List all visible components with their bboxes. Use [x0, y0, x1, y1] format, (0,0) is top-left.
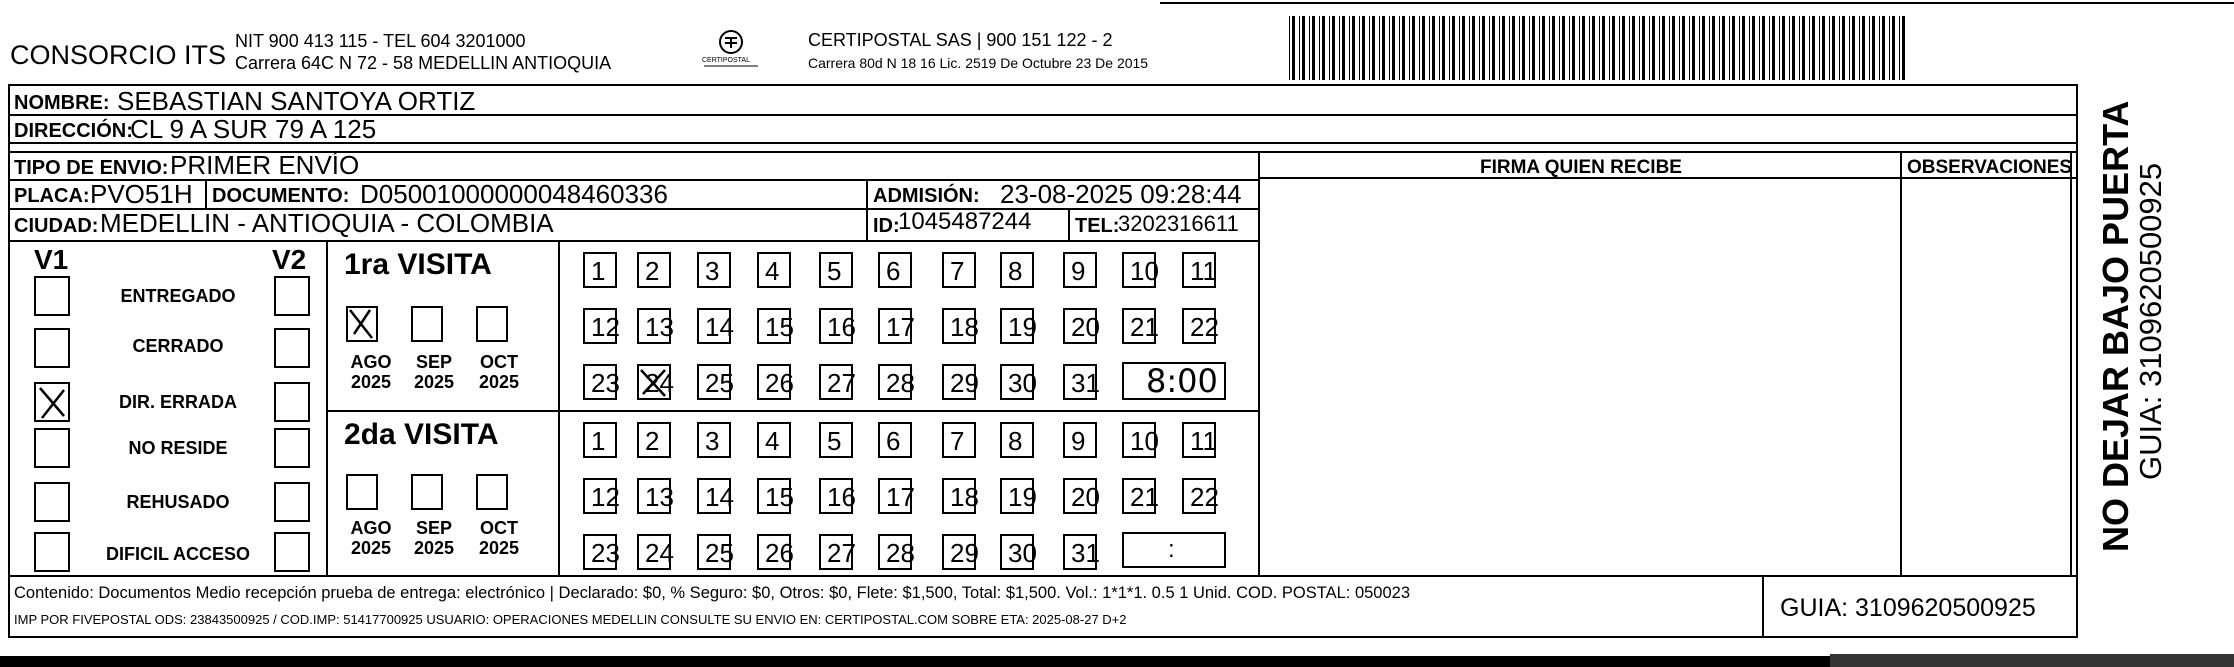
- visit2-day-2[interactable]: 2: [637, 422, 671, 458]
- barcode-bar: [1632, 16, 1635, 80]
- barcode-bar: [1529, 16, 1530, 80]
- tipo-value: PRIMER ENVÍO: [170, 150, 360, 180]
- visit1-day-18[interactable]: 18: [942, 308, 976, 344]
- visit2-day-25[interactable]: 25: [697, 534, 731, 570]
- visit1-day-14[interactable]: 14: [697, 308, 731, 344]
- visit1-day-24[interactable]: 24: [637, 364, 671, 400]
- barcode-bar: [1479, 16, 1480, 80]
- barcode-bar: [1542, 16, 1545, 80]
- barcode-bar: [1682, 16, 1685, 80]
- license-line: Carrera 80d N 18 16 Lic. 2519 De Octubre 23 De 2015: [808, 55, 1149, 71]
- visit1-day-23[interactable]: 23: [583, 364, 617, 400]
- barcode-bar: [1799, 16, 1800, 80]
- v2-checkbox-entregado[interactable]: [274, 276, 310, 316]
- footer-guia: GUIA: 3109620500925: [1780, 594, 2036, 622]
- visit2-day-24[interactable]: 24: [637, 534, 671, 570]
- v2-checkbox-dificil-acceso[interactable]: [274, 532, 310, 572]
- barcode-bar: [1389, 16, 1390, 80]
- visit1-time-box[interactable]: [1122, 362, 1226, 400]
- v1-checkbox-no-reside[interactable]: [34, 428, 70, 468]
- barcode-bar: [1829, 16, 1830, 80]
- visit2-title: 2da VISITA: [344, 418, 499, 451]
- visit2-month-oct: OCT 2025: [478, 518, 520, 558]
- footer-line1: Contenido: Documentos Medio recepción prueba de entrega: electrónico | Declarado: $0, % Seguro: $0, Otros: $0, Flete: $1,500, Total: $1,500. Vol.: 1*1*1. 0.5 1 Unid. COD. POSTAL: 050023: [14, 584, 1411, 602]
- handwritten-x-mark-icon: [34, 382, 70, 422]
- visit1-month-oct-checkbox[interactable]: [476, 306, 508, 342]
- visit1-day-30[interactable]: 30: [1000, 364, 1034, 400]
- visit1-month-sep: SEP 2025: [413, 352, 455, 392]
- v2-checkbox-rehusado[interactable]: [274, 482, 310, 522]
- barcode-bar: [1349, 16, 1350, 80]
- barcode-bar: [1779, 16, 1780, 80]
- barcode-bar: [1712, 16, 1715, 80]
- visit1-day-25[interactable]: 25: [697, 364, 731, 400]
- visit1-day-2[interactable]: 2: [637, 252, 671, 288]
- visit2-day-3[interactable]: 3: [697, 422, 731, 458]
- admision-label: ADMISIÓN:: [873, 185, 980, 207]
- barcode-bar: [1832, 16, 1835, 80]
- barcode-bar: [1649, 16, 1650, 80]
- barcode-bar: [1402, 16, 1405, 80]
- barcode-bar: [1359, 16, 1360, 80]
- barcode-bar: [1592, 16, 1595, 80]
- bottom-grey-band: [1830, 654, 2234, 667]
- visit1-day-9[interactable]: 9: [1063, 252, 1097, 288]
- barcode-bar: [1589, 16, 1590, 80]
- barcode-bar: [1382, 16, 1385, 80]
- visit2-day-28[interactable]: 28: [878, 534, 912, 570]
- visit1-day-26[interactable]: 26: [757, 364, 791, 400]
- visit2-day-16[interactable]: 16: [819, 478, 853, 514]
- v1-checkbox-rehusado[interactable]: [34, 482, 70, 522]
- ciudad-value: MEDELLIN - ANTIOQUIA - COLOMBIA: [100, 208, 554, 238]
- barcode-bar: [1562, 16, 1565, 80]
- barcode-bar: [1289, 16, 1290, 80]
- visit2-day-4[interactable]: 4: [757, 422, 791, 458]
- direccion-value: CL 9 A SUR 79 A 125: [130, 114, 377, 144]
- barcode-bar: [1812, 16, 1815, 80]
- barcode-bar: [1439, 16, 1440, 80]
- visit2-month-ago: AGO 2025: [350, 518, 392, 558]
- barcode-bar: [1642, 16, 1645, 80]
- visit1-day-11[interactable]: 11: [1182, 252, 1216, 288]
- barcode-bar: [1312, 16, 1315, 80]
- documento-label: DOCUMENTO:: [212, 185, 350, 207]
- barcode-bar: [1739, 16, 1740, 80]
- barcode-bar: [1369, 16, 1370, 80]
- visit1-time: 8:00: [1146, 362, 1218, 400]
- visit2-day-21[interactable]: 21: [1122, 478, 1156, 514]
- barcode-bar: [1879, 16, 1880, 80]
- tel-value: 3202316611: [1118, 211, 1239, 236]
- ciudad-label: CIUDAD:: [14, 215, 99, 237]
- barcode-bar: [1759, 16, 1760, 80]
- visit1-day-17[interactable]: 17: [878, 308, 912, 344]
- visit1-day-21[interactable]: 21: [1122, 308, 1156, 344]
- company-name: CONSORCIO ITS: [10, 40, 227, 70]
- visit1-day-12[interactable]: 12: [583, 308, 617, 344]
- top-rule: [1160, 2, 2234, 4]
- barcode-bar: [1752, 16, 1755, 80]
- visit1-day-16[interactable]: 16: [819, 308, 853, 344]
- barcode-bar: [1692, 16, 1695, 80]
- v1-checkbox-dir-errada[interactable]: [34, 382, 70, 422]
- visit2-time-box[interactable]: [1122, 532, 1226, 568]
- visit1-day-28[interactable]: 28: [878, 364, 912, 400]
- barcode-bar: [1482, 16, 1485, 80]
- barcode-bar: [1559, 16, 1560, 80]
- barcode-bar: [1409, 16, 1410, 80]
- visit2-day-18[interactable]: 18: [942, 478, 976, 514]
- tipo-label: TIPO DE ENVIO:: [14, 157, 169, 179]
- barcode-bar: [1762, 16, 1765, 80]
- barcode-bar: [1539, 16, 1540, 80]
- barcode-bar: [1859, 16, 1860, 80]
- barcode-bar: [1472, 16, 1475, 80]
- barcode-bar: [1292, 16, 1295, 80]
- barcode-bar: [1329, 16, 1330, 80]
- visit2-day-20[interactable]: 20: [1063, 478, 1097, 514]
- footer-line2: IMP POR FIVEPOSTAL ODS: 23843500925 / COD.IMP: 51417700925 USUARIO: OPERACIONES MEDELLIN CONSULTE SU ENVIO EN: CERTIPOSTAL.COM SOBRE ETA: 2025-08-27 D+2: [14, 612, 1127, 627]
- certipostal-line: CERTIPOSTAL SAS | 900 151 122 - 2: [808, 30, 1113, 50]
- firma-header: FIRMA QUIEN RECIBE: [1480, 157, 1682, 178]
- v1-checkbox-dificil-acceso[interactable]: [34, 532, 70, 572]
- id-label: ID:: [873, 215, 900, 237]
- barcode-bar: [1579, 16, 1580, 80]
- visit2-month-oct-checkbox[interactable]: [476, 474, 508, 510]
- admision-value: 23-08-2025 09:28:44: [1000, 179, 1242, 209]
- barcode-bar: [1732, 16, 1735, 80]
- visit1-day-10[interactable]: 10: [1122, 252, 1156, 288]
- visit1-day-31[interactable]: 31: [1063, 364, 1097, 400]
- barcode-bar: [1742, 16, 1745, 80]
- barcode-bar: [1372, 16, 1375, 80]
- visit1-day-22[interactable]: 22: [1182, 308, 1216, 344]
- visit1-day-3[interactable]: 3: [697, 252, 731, 288]
- visit2-day-26[interactable]: 26: [757, 534, 791, 570]
- observaciones-header: OBSERVACIONES: [1907, 157, 2073, 178]
- visit1-month-ago: AGO 2025: [350, 352, 392, 392]
- barcode-bar: [1749, 16, 1750, 80]
- visit1-day-6[interactable]: 6: [878, 252, 912, 288]
- visit2-day-14[interactable]: 14: [697, 478, 731, 514]
- barcode-bar: [1782, 16, 1785, 80]
- barcode-bar: [1422, 16, 1425, 80]
- visit1-day-13[interactable]: 13: [637, 308, 671, 344]
- visit2-month-ago-checkbox[interactable]: [346, 474, 378, 510]
- barcode-bar: [1722, 16, 1725, 80]
- barcode-bar: [1519, 16, 1520, 80]
- v1-label: V1: [34, 244, 69, 275]
- visit1-month-ago-checkbox[interactable]: [346, 306, 378, 342]
- visit1-day-8[interactable]: 8: [1000, 252, 1034, 288]
- barcode-bar: [1869, 16, 1870, 80]
- barcode-bar: [1702, 16, 1705, 80]
- v2-checkbox-dir-errada[interactable]: [274, 382, 310, 422]
- v1-checkbox-cerrado[interactable]: [34, 328, 70, 368]
- barcode-bar: [1419, 16, 1420, 80]
- barcode-bar: [1899, 16, 1900, 80]
- barcode-bar: [1302, 16, 1305, 80]
- barcode-bar: [1769, 16, 1770, 80]
- side-guia: GUIA: 3109620500925: [2133, 162, 2168, 480]
- certipostal-logo-icon: [700, 28, 762, 72]
- visit2-day-19[interactable]: 19: [1000, 478, 1034, 514]
- barcode-bar: [1602, 16, 1605, 80]
- barcode-bar: [1709, 16, 1710, 80]
- barcode-bar: [1449, 16, 1450, 80]
- barcode-bar: [1392, 16, 1395, 80]
- barcode-bar: [1459, 16, 1460, 80]
- barcode-bar: [1662, 16, 1665, 80]
- barcode-bar: [1572, 16, 1575, 80]
- barcode-bar: [1549, 16, 1550, 80]
- barcode-bar: [1552, 16, 1555, 80]
- barcode: [1287, 16, 1907, 80]
- barcode-bar: [1399, 16, 1400, 80]
- status-entregado: ENTREGADO: [120, 286, 236, 306]
- v2-checkbox-no-reside[interactable]: [274, 428, 310, 468]
- visit2-day-15[interactable]: 15: [757, 478, 791, 514]
- barcode-bar: [1442, 16, 1445, 80]
- direccion-label: DIRECCIÓN:: [14, 120, 133, 142]
- barcode-bar: [1679, 16, 1680, 80]
- barcode-bar: [1582, 16, 1585, 80]
- visit2-month-sep: SEP 2025: [413, 518, 455, 558]
- status-cerrado: CERRADO: [132, 336, 224, 356]
- barcode-bar: [1522, 16, 1525, 80]
- barcode-bar: [1339, 16, 1340, 80]
- barcode-bar: [1489, 16, 1490, 80]
- barcode-bar: [1352, 16, 1355, 80]
- barcode-bar: [1492, 16, 1495, 80]
- nombre-label: NOMBRE:: [14, 92, 110, 114]
- visit2-day-17[interactable]: 17: [878, 478, 912, 514]
- barcode-bar: [1882, 16, 1885, 80]
- barcode-bar: [1892, 16, 1895, 80]
- handwritten-x-mark-icon: [346, 306, 378, 342]
- barcode-bar: [1342, 16, 1345, 80]
- barcode-bar: [1429, 16, 1430, 80]
- visit1-day-1[interactable]: 1: [583, 252, 617, 288]
- visit2-day-1[interactable]: 1: [583, 422, 617, 458]
- visit2-day-5[interactable]: 5: [819, 422, 853, 458]
- visit1-day-7[interactable]: 7: [942, 252, 976, 288]
- barcode-bar: [1639, 16, 1640, 80]
- barcode-bar: [1902, 16, 1905, 80]
- barcode-bar: [1332, 16, 1335, 80]
- id-value: 1045487244: [898, 208, 1032, 235]
- barcode-bar: [1362, 16, 1365, 80]
- barcode-bar: [1852, 16, 1855, 80]
- visit1-day-27[interactable]: 27: [819, 364, 853, 400]
- visit2-day-8[interactable]: 8: [1000, 422, 1034, 458]
- visit1-day-29[interactable]: 29: [942, 364, 976, 400]
- visit2-day-7[interactable]: 7: [942, 422, 976, 458]
- barcode-bar: [1809, 16, 1810, 80]
- barcode-bar: [1532, 16, 1535, 80]
- barcode-bar: [1412, 16, 1415, 80]
- barcode-bar: [1822, 16, 1825, 80]
- visit1-day-20[interactable]: 20: [1063, 308, 1097, 344]
- barcode-bar: [1729, 16, 1730, 80]
- barcode-bar: [1842, 16, 1845, 80]
- barcode-bar: [1309, 16, 1310, 80]
- v2-label: V2: [272, 244, 307, 275]
- side-title: NO DEJAR BAJO PUERTA: [2095, 100, 2136, 552]
- barcode-bar: [1512, 16, 1515, 80]
- visit2-day-9[interactable]: 9: [1063, 422, 1097, 458]
- barcode-bar: [1619, 16, 1620, 80]
- barcode-bar: [1872, 16, 1875, 80]
- barcode-bar: [1569, 16, 1570, 80]
- status-rehusado: REHUSADO: [126, 492, 230, 512]
- barcode-bar: [1862, 16, 1865, 80]
- barcode-bar: [1772, 16, 1775, 80]
- barcode-bar: [1452, 16, 1455, 80]
- barcode-bar: [1689, 16, 1690, 80]
- barcode-bar: [1432, 16, 1435, 80]
- visit1-month-oct: OCT 2025: [478, 352, 520, 392]
- barcode-bar: [1672, 16, 1675, 80]
- status-dificil-acceso: DIFICIL ACCESO: [105, 544, 250, 564]
- handwritten-x-mark-icon: [637, 364, 671, 400]
- barcode-bar: [1502, 16, 1505, 80]
- visit2-day-10[interactable]: 10: [1122, 422, 1156, 458]
- address-line: Carrera 64C N 72 - 58 MEDELLIN ANTIOQUIA: [235, 53, 612, 73]
- visit1-month-sep-checkbox[interactable]: [411, 306, 443, 342]
- barcode-bar: [1469, 16, 1470, 80]
- visit2-day-6[interactable]: 6: [878, 422, 912, 458]
- barcode-bar: [1719, 16, 1720, 80]
- status-no-reside: NO RESIDE: [128, 438, 228, 458]
- visit2-day-22[interactable]: 22: [1182, 478, 1216, 514]
- barcode-bar: [1819, 16, 1820, 80]
- visit1-day-5[interactable]: 5: [819, 252, 853, 288]
- barcode-bar: [1652, 16, 1655, 80]
- barcode-bar: [1499, 16, 1500, 80]
- logo-caption: CERTIPOSTAL: [702, 57, 750, 64]
- status-dir-errada: DIR. ERRADA: [118, 392, 237, 412]
- tel-label: TEL:: [1075, 215, 1120, 237]
- visit2-day-31[interactable]: 31: [1063, 534, 1097, 570]
- barcode-bar: [1319, 16, 1320, 80]
- visit2-day-29[interactable]: 29: [942, 534, 976, 570]
- nombre-value: SEBASTIAN SANTOYA ORTIZ: [117, 86, 476, 116]
- barcode-bar: [1612, 16, 1615, 80]
- barcode-bar: [1699, 16, 1700, 80]
- v2-checkbox-cerrado[interactable]: [274, 328, 310, 368]
- barcode-bar: [1889, 16, 1890, 80]
- visit2-day-11[interactable]: 11: [1182, 422, 1216, 458]
- visit1-day-19[interactable]: 19: [1000, 308, 1034, 344]
- visit2-time: :: [1168, 536, 1175, 563]
- barcode-bar: [1629, 16, 1630, 80]
- barcode-bar: [1599, 16, 1600, 80]
- barcode-bar: [1669, 16, 1670, 80]
- placa-label: PLACA:: [14, 185, 90, 207]
- barcode-bar: [1839, 16, 1840, 80]
- nit-line: NIT 900 413 115 - TEL 604 3201000: [235, 31, 526, 51]
- barcode-bar: [1849, 16, 1850, 80]
- barcode-bar: [1609, 16, 1610, 80]
- barcode-bar: [1299, 16, 1300, 80]
- barcode-bar: [1462, 16, 1465, 80]
- visit2-day-30[interactable]: 30: [1000, 534, 1034, 570]
- visit2-day-12[interactable]: 12: [583, 478, 617, 514]
- visit1-title: 1ra VISITA: [344, 248, 492, 281]
- barcode-bar: [1322, 16, 1325, 80]
- visit1-day-4[interactable]: 4: [757, 252, 791, 288]
- barcode-bar: [1789, 16, 1790, 80]
- barcode-bar: [1802, 16, 1805, 80]
- barcode-bar: [1379, 16, 1380, 80]
- visit2-month-sep-checkbox[interactable]: [411, 474, 443, 510]
- documento-value: D05001000000048460336: [360, 179, 668, 209]
- visit2-day-13[interactable]: 13: [637, 478, 671, 514]
- barcode-bar: [1622, 16, 1625, 80]
- visit2-day-27[interactable]: 27: [819, 534, 853, 570]
- barcode-bar: [1792, 16, 1795, 80]
- barcode-bar: [1659, 16, 1660, 80]
- barcode-bar: [1509, 16, 1510, 80]
- visit1-day-15[interactable]: 15: [757, 308, 791, 344]
- v1-checkbox-entregado[interactable]: [34, 276, 70, 316]
- placa-value: PVO51H: [90, 179, 193, 209]
- visit2-day-23[interactable]: 23: [583, 534, 617, 570]
